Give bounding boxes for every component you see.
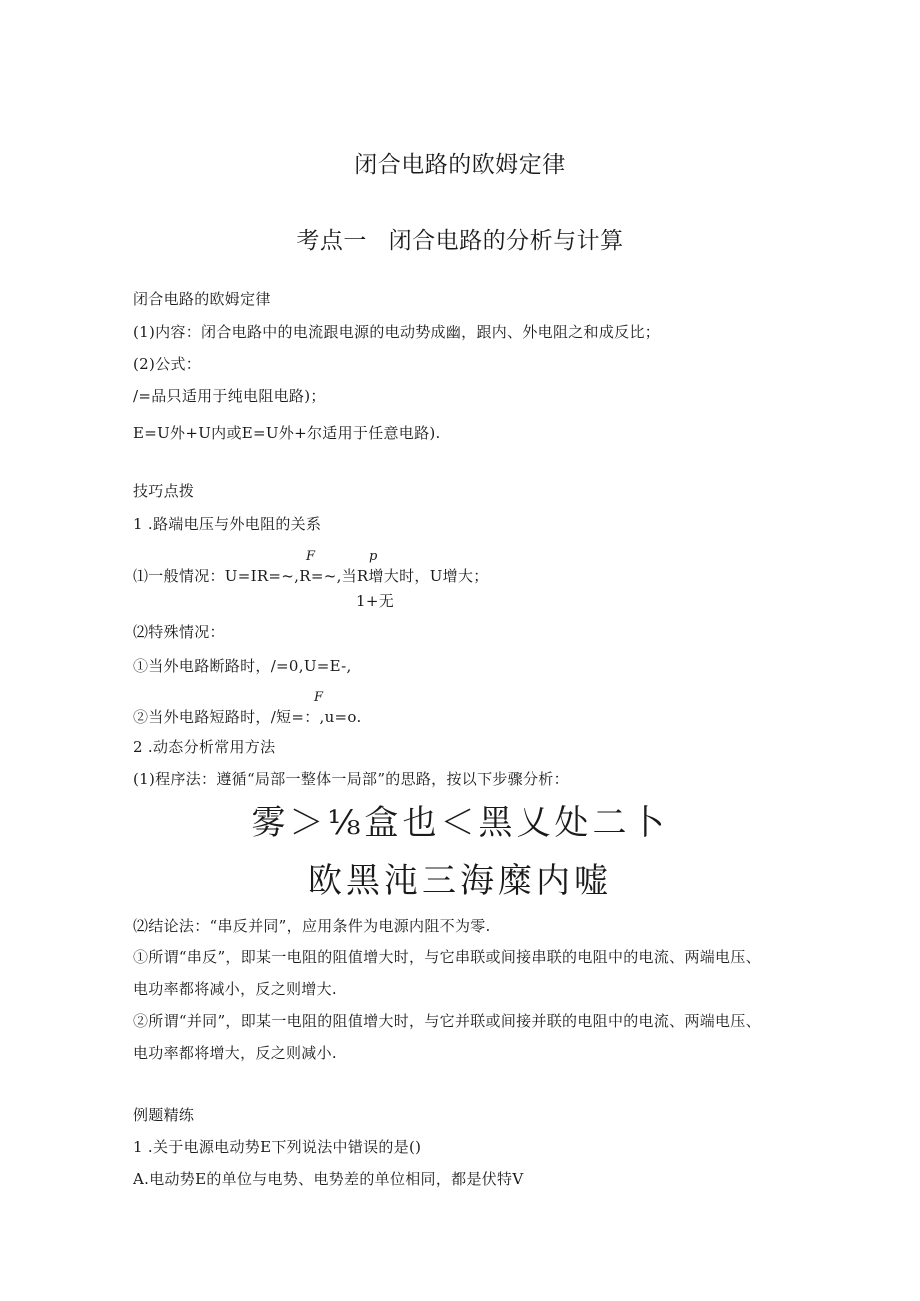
special-case-2: ②当外电路短路时，/短=：,u=o. (133, 708, 362, 726)
tip2-heading: 2 .动态分析常用方法 (133, 738, 276, 756)
general-formula-bottom: 1+无 (356, 592, 395, 610)
tip1-heading: 1 .路端电压与外电阻的关系 (133, 515, 322, 533)
conclusion-line: ⑵结论法：“串反并同”，应用条件为电源内阻不为零. (133, 917, 491, 935)
formula-label: (2)公式： (133, 355, 202, 373)
question-1: 1 .关于电源电动势E下列说法中错误的是() (133, 1138, 422, 1156)
section-heading: 考点一 闭合电路的分析与计算 (296, 228, 624, 254)
special-case-heading: ⑵特殊情况： (133, 623, 225, 641)
content-line: (1)内容：闭合电路中的电流跟电源的电动势成幽，跟内、外电阻之和成反比； (133, 323, 661, 341)
general-formula-top-p: p (369, 549, 378, 564)
garbled-diagram-line-1: 雾＞⅛盒也＜黑乂处二卜 (251, 803, 669, 843)
examples-heading: 例题精练 (133, 1106, 195, 1124)
general-formula-top-f: F (306, 549, 316, 564)
parallel-rule-line-1: ②所谓“并同”，即某一电阻的阻值增大时，与它并联或间接并联的电阻中的电流、两端电压、 (133, 1012, 761, 1030)
series-rule-line-1: ①所谓“串反”，即某一电阻的阻值增大时，与它串联或间接串联的电阻中的电流、两端电压、 (133, 948, 761, 966)
intro-line: 闭合电路的欧姆定律 (133, 290, 271, 308)
procedure-line: (1)程序法：遵循“局部一整体一局部”的思路，按以下步骤分析： (133, 770, 569, 788)
general-case-line: ⑴一般情况：U=IR=~,R=~,当R增大时，U增大； (133, 567, 489, 585)
question-1-option-a: A.电动势E的单位与电势、电势差的单位相同，都是伏特V (133, 1170, 524, 1188)
tips-heading: 技巧点拨 (133, 482, 195, 500)
special-case-2-top: F (314, 690, 324, 705)
document-title: 闭合电路的欧姆定律 (354, 152, 566, 178)
series-rule-line-2: 电功率都将减小，反之则增大. (133, 980, 337, 998)
special-case-1: ①当外电路断路时，/=0,U=E-, (133, 657, 352, 675)
formula-line-1: /=品只适用于纯电阻电路)； (133, 387, 326, 405)
parallel-rule-line-2: 电功率都将增大，反之则减小. (133, 1044, 337, 1062)
garbled-diagram-line-2: 欧黑沌三海糜内嘘 (308, 861, 612, 901)
formula-line-2: E=U外+U内或E=U外+尔适用于任意电路). (133, 424, 441, 442)
